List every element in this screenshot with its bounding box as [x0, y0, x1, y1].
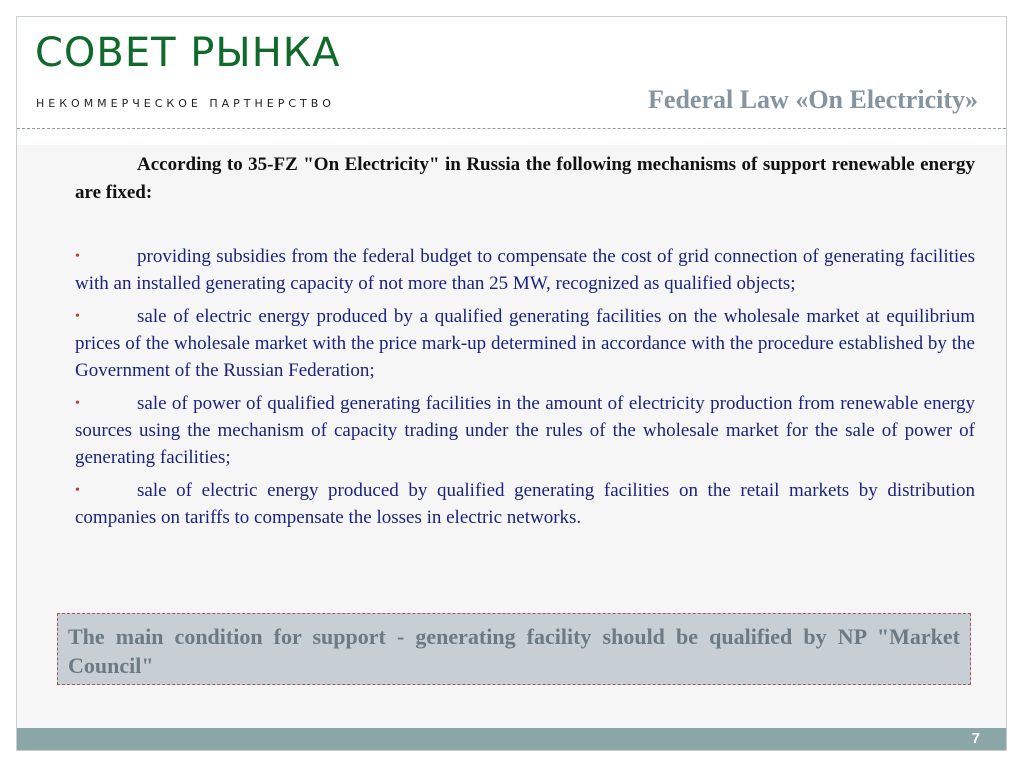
slide	[16, 16, 1007, 751]
bullet-text: sale of power of qualified generating facilities in the amount of electricity production from renewable energy sources using the mechanism of capacity trading under the rules of the wholesale market for the sale of power of generating facilities;	[75, 393, 975, 468]
bullet-item	[75, 477, 975, 531]
callout-box	[57, 613, 971, 685]
bullet-item	[75, 243, 975, 297]
footer-bar	[17, 728, 1006, 750]
bullet-icon: •	[75, 396, 80, 411]
header-divider	[17, 128, 1006, 129]
bullet-text: sale of electric energy produced by a qualified generating facilities on the wholesale market at equilibrium prices of the wholesale market with the price mark-up determined in accordance with the procedure established by the Government of the Russian Federation;	[75, 306, 975, 381]
bullet-text: providing subsidies from the federal budget to compensate the cost of grid connection of generating facilities with an installed generating capacity of not more than 25 MW, recognized as qualified objects;	[75, 246, 975, 294]
bullet-item	[75, 303, 975, 384]
logo-subtitle: НЕКОММЕРЧЕСКОЕ ПАРТНЕРСТВО	[36, 97, 335, 110]
intro-paragraph: According to 35-FZ "On Electricity" in Russia the following mechanisms of support renewable energy are fixed:	[75, 154, 975, 203]
page-number: 7	[971, 730, 980, 747]
logo-main-text: СОВЕТ РЫНКА	[35, 30, 341, 76]
callout-text: The main condition for support - generating facility should be qualified by NP "Market Council"	[68, 624, 960, 678]
slide-title: Federal Law «On Electricity»	[648, 85, 978, 114]
bullet-item	[75, 390, 975, 471]
bullet-list	[75, 243, 975, 537]
bullet-text: sale of electric energy produced by qualified generating facilities on the retail markets by distribution companies on tariffs to compensate the losses in electric networks.	[75, 480, 975, 528]
bullet-icon: •	[75, 483, 80, 498]
bullet-icon: •	[75, 309, 80, 324]
bullet-icon: •	[75, 249, 80, 264]
